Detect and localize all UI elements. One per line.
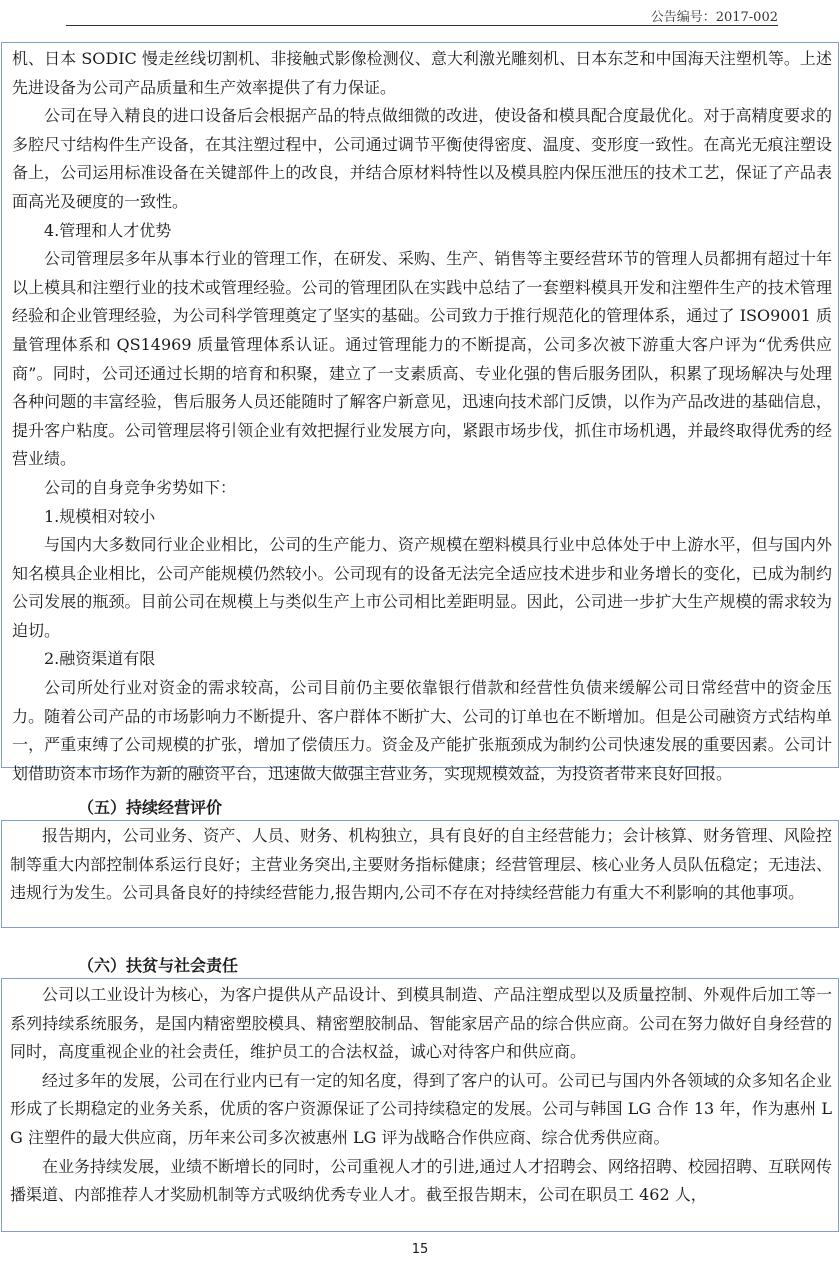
page-number: 15 xyxy=(411,1242,429,1257)
paragraph: 公司所处行业对资金的需求较高，公司目前仍主要依靠银行借款和经营性负债来缓解公司日常经营中的资金压力。随着公司产品的市场影响力不断提升、客户群体不断扩大、公司的订单也在不断增加。但是公司融资方式结构单一，严重束缚了公司规模的扩张，增加了偿债压力。资金及产能扩张瓶颈成为制约公司快速发展的重要因素。公司计划借助资本市场作为新的融资平台，迅速做大做强主营业务，实现规模效益，为投资者带来良好回报。 xyxy=(12,678,832,783)
subheading: 1.规模相对较小 xyxy=(44,506,156,526)
header-divider xyxy=(66,25,778,26)
paragraph: 公司以工业设计为核心，为客户提供从产品设计、到模具制造、产品注塑成型以及质量控制、外观件后加工等一系列持续系统服务，是国内精密塑胶模具、精密塑胶制品、智能家居产品的综合供应商。公司在努力做好自身经营的同时，高度重视企业的社会责任，维护员工的合法权益，诚心对待客户和供应商。 xyxy=(10,985,832,1062)
subheading: 公司的自身竞争劣势如下： xyxy=(44,477,237,497)
section-title-social-responsibility: （六）扶贫与社会责任 xyxy=(78,956,239,975)
announcement-number: 公告编号：2017-002 xyxy=(650,10,778,25)
paragraph: 公司管理层多年从事本行业的管理工作，在研发、采购、生产、销售等主要经营环节的管理人员都拥有超过十年以上模具和注塑行业的技术或管理经验。公司的管理团队在实践中总结了一套塑料模具开发和注塑件生产的技术管理经验和企业管理经验，为公司科学管理奠定了坚实的基础。公司致力于推行规范化的管理体系，通过了 ISO9001 质量管理体系和 QS14969 质量管理体系认证。通过管理能力的不断提高，公司多次被下游重大客户评为“优秀供应商”。同时，公司还通过长期的培育和积聚，建立了一支素质高、专业化强的售后服务团队，积累了现场解决与处理各种问题的丰富经验，售后服务人员还能随时了解客户新意见，迅速向技术部门反馈，以作为产品改进的基础信息，提升客户粘度。公司管理层将引领企业有效把握行业发展方向，紧跟市场步伐，抓住市场机遇，并最终取得优秀的经营业绩。 xyxy=(12,249,832,469)
main-text-box xyxy=(1,42,839,783)
paragraph: 经过多年的发展，公司在行业内已有一定的知名度，得到了客户的认可。公司已与国内外各领域的众多知名企业形成了长期稳定的业务关系，优质的客户资源保证了公司持续稳定的发展。公司与韩国 LG 合作 13 年，作为惠州 LG 注塑件的最大供应商，历年来公司多次被惠州 LG 评为战略合作供应商、综合优秀供应商。 xyxy=(10,1070,832,1147)
going-concern-box xyxy=(1,820,839,928)
paragraph: 报告期内，公司业务、资产、人员、财务、机构独立，具有良好的自主经营能力；会计核算、财务管理、风险控制等重大内部控制体系运行良好；主营业务突出,主要财务指标健康；经营管理层、核心业务人员队伍稳定；无违法、违规行为发生。公司具备良好的持续经营能力,报告期内,公司不存在对持续经营能力有重大不利影响的其他事项。 xyxy=(10,826,832,903)
subheading: 2.融资渠道有限 xyxy=(44,649,156,669)
section-title-going-concern: （五）持续经营评价 xyxy=(78,798,223,817)
paragraph: 与国内大多数同行业企业相比，公司的生产能力、资产规模在塑料模具行业中总体处于中上游水平，但与国内外知名模具企业相比，公司产能规模仍然较小。公司现有的设备无法完全适应技术进步和业务增长的变化，已成为制约公司发展的瓶颈。目前公司在规模上与类似生产上市公司相比差距明显。因此，公司进一步扩大生产规模的需求较为迫切。 xyxy=(12,535,832,640)
paragraph: 在业务持续发展，业绩不断增长的同时，公司重视人才的引进,通过人才招聘会、网络招聘、校园招聘、互联网传播渠道、内部推荐人才奖励机制等方式吸纳优秀专业人才。截至报告期末，公司在职员工 462 人， xyxy=(10,1156,832,1205)
paragraph: 公司在导入精良的进口设备后会根据产品的特点做细微的改进，使设备和模具配合度最优化。对于高精度要求的多腔尺寸结构件生产设备，在其注塑过程中，公司通过调节平衡使得密度、温度、变形度一致性。在高光无痕注塑设备上，公司运用标准设备在关键部件上的改良，并结合原材料特性以及模具腔内保压泄压的技术工艺，保证了产品表面高光及硬度的一致性。 xyxy=(12,106,832,211)
paragraph: 机、日本 SODIC 慢走丝线切割机、非接触式影像检测仪、意大利激光雕刻机、日本东芝和中国海天注塑机等。上述先进设备为公司产品质量和生产效率提供了有力保证。 xyxy=(12,49,832,97)
social-responsibility-box xyxy=(1,978,839,1232)
subheading: 4.管理和人才优势 xyxy=(44,220,172,240)
